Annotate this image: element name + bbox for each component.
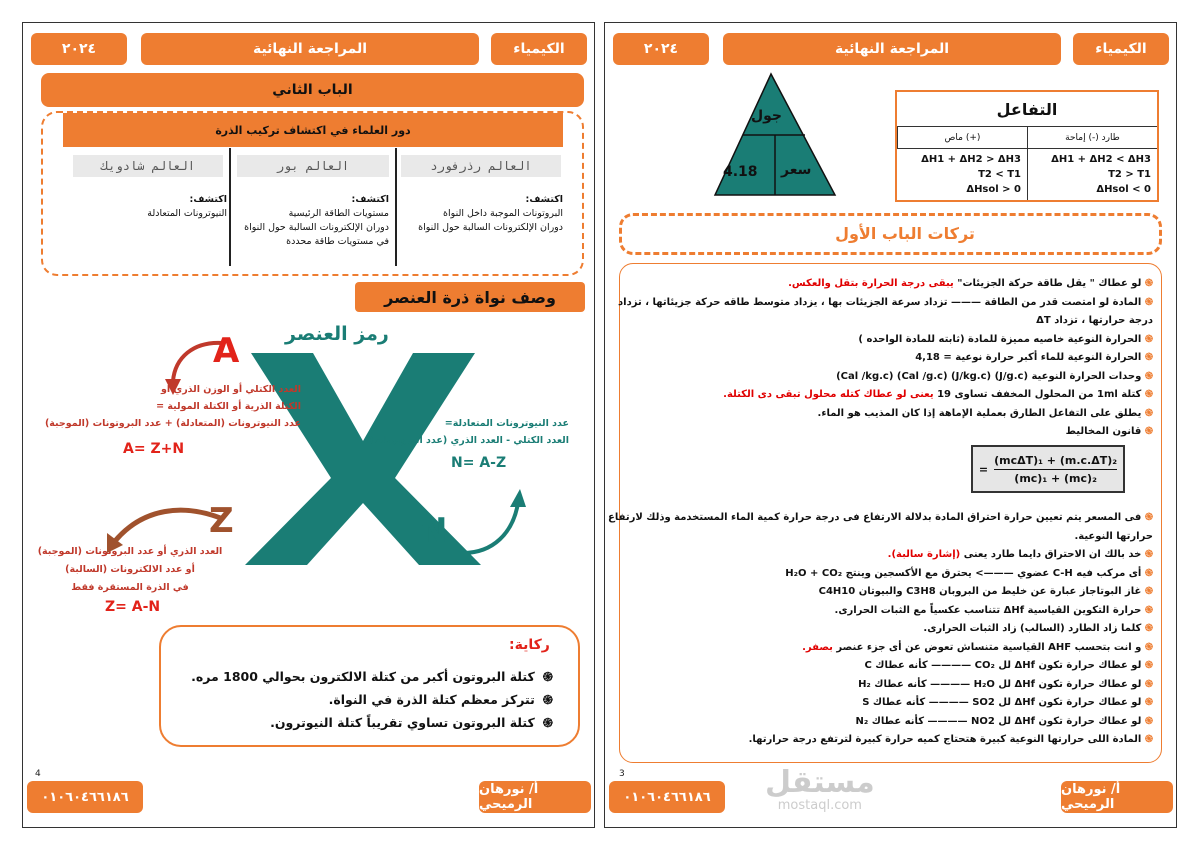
n-description — [349, 415, 569, 449]
a-description — [37, 381, 301, 432]
scientists-title: دور العلماء في اكتشاف تركيب الذرة — [63, 113, 563, 147]
z-text-line: في الذرة المستقرة فقط — [71, 582, 189, 593]
header-title: المراجعة النهائية — [723, 33, 1061, 65]
header-year: ٢٠٢٤ — [31, 33, 127, 65]
endo-list: ΔH1 + ΔH2 > ΔH3 T2 < T1 ΔHsol > 0 — [921, 154, 1021, 195]
discovery-list — [83, 193, 227, 221]
right-page — [604, 22, 1177, 828]
focus-banner-title: تركات الباب الأول — [835, 224, 975, 243]
exo-list: ΔH1 + ΔH2 < ΔH3 T2 > T1 ΔHsol < 0 — [1027, 149, 1157, 200]
energy-triangle — [709, 71, 869, 201]
z-text-line: العدد الذري أو عدد البروتونات (الموجبة) — [37, 546, 223, 557]
a-formula: A= Z+N — [123, 441, 185, 457]
triangle-left: 4.18 — [723, 164, 758, 180]
spiral-icon: ֍ — [542, 669, 553, 684]
scientist-name: العالم بور — [237, 155, 389, 177]
discovery-item: دوران الإلكترونات السالبة حول النواة في مستويات طاقة محددة — [244, 222, 389, 247]
header-subject: الكيمياء — [1073, 33, 1169, 65]
discovered-label: اكتشف: — [189, 194, 227, 205]
discovery-item: البروتونات الموجبة داخل النواة — [443, 208, 563, 219]
n-text-line: العدد الكتلي - العدد الذري (عدد البروتونات) — [369, 435, 569, 446]
focus-item: ֍كتلة البروتون أكبر من كتلة الالكترون بحوالي 1800 مره. — [191, 669, 553, 684]
discovery-item: دوران الإلكترونات السالبة حول النواة — [418, 222, 563, 233]
discovered-label: اكتشف: — [525, 194, 563, 205]
letter-n: N — [419, 511, 448, 551]
reaction-table — [895, 90, 1159, 202]
focus-title: ركاية: — [509, 637, 550, 653]
watermark-text: مستقل — [765, 765, 875, 800]
note-item: ֍ لو عطاك حرارة تكون ΔHf لل H₂O ———— كأنه عطاك H₂ — [633, 676, 1153, 695]
scientist-name: العالم شادويك — [73, 155, 223, 177]
arrow-n — [463, 503, 518, 553]
header-year: ٢٠٢٤ — [613, 33, 709, 65]
note-item: ֍ المادة لو امتصت قدر من الطاقة ——— تزداد سرعة الجزيئات بها ، يزداد متوسط طاقه حركة جزيئاتها ، تزداد — [633, 294, 1153, 313]
formula-denominator: (mc)₁ + (mc)₂ — [1014, 471, 1097, 485]
watermark-url: mostaql.com — [777, 798, 862, 813]
note-item: ֍ كلما زاد الطارد (السالب) زاد الثبات الحرارى. — [633, 620, 1153, 639]
note-item: ֍ الحرارة النوعية للماء أكبر حرارة نوعية = 4,18 — [633, 349, 1153, 368]
arrow-n-head — [510, 489, 526, 507]
note-item: ֍ لو عطاك حرارة تكون ΔHf لل CO₂ ———— كأنه عطاك C — [633, 657, 1153, 676]
note-item: ֍ الحرارة النوعية خاصيه مميزة للمادة (ثابته للمادة الواحده ) — [633, 331, 1153, 350]
arrow-z — [115, 510, 223, 541]
footer-phone: ٠١٠٦٠٤٦٦١٨٦ — [27, 781, 143, 813]
reaction-table-title: التفاعل — [996, 99, 1058, 119]
note-item: ֍ لو عطاك حرارة تكون ΔHf لل SO2 ———— كأنه عطاك S — [633, 694, 1153, 713]
note-item: ֍ كتلة 1ml من المحلول المخفف تساوى 19 يعنى لو عطاك كتله محلول تبقى دى الكتلة. — [633, 386, 1153, 405]
note-item: ֍ و انت بتحسب AHF القياسية متنساش تعوض عن أى جزء عنصر بصفر. — [633, 639, 1153, 658]
discovery-list — [403, 193, 563, 235]
formula-numerator: (mcΔT)₁ + (m.c.ΔT)₂ — [994, 454, 1117, 470]
note-item: ֍ يطلق على التفاعل الطارق بعملية الإماهة إذا كان المذيب هو الماء. — [633, 405, 1153, 424]
discovered-label: اكتشف: — [351, 194, 389, 205]
z-text-line: أو عدد الالكترونات (السالبة) — [65, 564, 195, 575]
n-formula: N= A-Z — [451, 455, 507, 471]
scientist-name: العالم رذرفورد — [401, 155, 561, 177]
col-exo: طارد (-) إماحة — [1027, 127, 1157, 148]
note-item: ֍ حرارة التكوين القياسية ΔHf تتناسب عكسياً مع الثبات الحرارى. — [633, 602, 1153, 621]
a-text-line: العدد الكتلي أو الوزن الذري او — [161, 384, 301, 395]
a-text-line: الكتلة الذرية أو الكتلة المولية = — [156, 401, 301, 412]
n-text-line: عدد النيوترونات المتعادلة= — [444, 418, 569, 429]
notes-list-2 — [608, 509, 1153, 750]
focus-list — [173, 665, 553, 734]
column-divider — [395, 148, 397, 266]
triangle-top: جول — [751, 108, 783, 124]
discovery-item: النيوترونات المتعادلة — [147, 208, 227, 219]
watermark — [765, 767, 875, 813]
col-endo: ماص (+) — [897, 127, 1027, 148]
spiral-icon: ֍ — [542, 692, 553, 707]
letter-a: A — [213, 331, 240, 371]
note-item: ֍ قانون المخاليط — [633, 423, 1153, 442]
note-item: ֍ المادة اللى حرارتها النوعية كبيرة هتحتاج كميه حرارة كبيرة لترتفع درجة حرارتها. — [633, 731, 1153, 750]
note-continuation: درجة حرارتها ، تزداد ΔT — [1036, 315, 1153, 326]
note-item: ֍ فى المسعر يتم تعيين حرارة احتراق المادة بدلالة الارتفاع فى درجة حرارة كمية الماء المستخدمة وذلك لارتفاع — [633, 509, 1153, 528]
footer-teacher: أ/ نورهان الرميحي — [479, 781, 591, 813]
footer-teacher: أ/ نورهان الرميحي — [1061, 781, 1173, 813]
header-title: المراجعة النهائية — [141, 33, 479, 65]
letter-z: Z — [209, 501, 234, 541]
a-text-line: عدد النيوترونات (المتعادلة) + عدد البروتونات (الموجبة) — [44, 418, 301, 429]
z-description — [27, 543, 233, 597]
triangle-right: سعر — [781, 162, 812, 178]
z-formula: Z= A-N — [105, 599, 161, 615]
note-item: ֍ خد بالك ان الاحتراق دايما طارد يعنى (إشارة سالبة). — [633, 546, 1153, 565]
discovery-list — [237, 193, 389, 249]
focus-item: ֍تتركز معظم كتلة الذرة في النواة. — [328, 692, 553, 707]
column-divider — [229, 148, 231, 266]
mixture-formula: = (mcΔT)₁ + (m.c.ΔT)₂ (mc)₁ + (mc)₂ — [971, 445, 1125, 493]
note-item: ֍ لو عطاك " يقل طاقة حركة الجزيئات" يبقى درجة الحرارة بتقل والعكس. — [633, 275, 1153, 294]
note-item: ֍ غاز البوتاجاز عبارة عن خليط من البروبان C3H8 والبيوتان C4H10 — [633, 583, 1153, 602]
notes-list — [618, 275, 1153, 442]
discovery-item: مستويات الطاقة الرئيسية — [288, 208, 389, 219]
page-number: 4 — [35, 769, 41, 779]
note-item: ֍ لو عطاك حرارة تكون ΔHf لل NO2 ———— كأنه عطاك N₂ — [633, 713, 1153, 732]
note-item: ֍ وحدات الحرارة النوعية (J/g.c) (J/kg.c) (Cal /g.c) (Cal /kg.c) — [633, 368, 1153, 387]
spiral-icon: ֍ — [542, 715, 553, 730]
page-number: 3 — [619, 769, 625, 779]
focus-item: ֍كتلة البروتون تساوي تقريباً كتلة النيوترون. — [270, 715, 553, 730]
left-page — [22, 22, 595, 828]
nucleus-title: وصف نواة ذرة العنصر — [355, 282, 585, 312]
footer-phone: ٠١٠٦٠٤٦٦١٨٦ — [609, 781, 725, 813]
element-symbol-label: رمز العنصر — [285, 323, 389, 345]
note-continuation: حرارتها النوعية. — [1074, 530, 1153, 542]
note-item: ֍ أى مركب فيه C-H عضوي ———> يحترق مع الأكسجين وينتج H₂O + CO₂ — [633, 565, 1153, 584]
header-subject: الكيمياء — [491, 33, 587, 65]
chapter-title: الباب الثاني — [41, 73, 584, 107]
